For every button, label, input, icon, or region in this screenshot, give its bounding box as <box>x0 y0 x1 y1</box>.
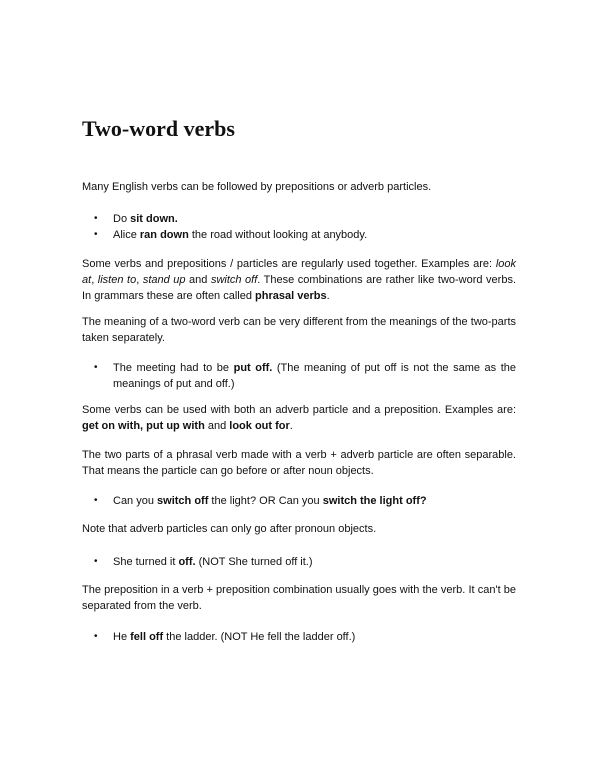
example-list-4 <box>82 554 516 570</box>
list-item: • Alice ran down the road without looking at anybody. <box>82 227 516 243</box>
page-title: Two-word verbs <box>82 116 235 141</box>
phrasal-verbs-paragraph: Some verbs and prepositions / particles are regularly used together. Examples are: look at, listen to, stand up and switch off. These combinations are rather like two-word verbs. In grammars these are often called phrasal verbs. <box>82 258 517 302</box>
example-list-1 <box>82 211 516 243</box>
particle-preposition-paragraph: Some verbs can be used with both an adverb particle and a preposition. Examples are: get on with, put up with and look out for. <box>82 404 516 432</box>
example-list-2 <box>82 360 516 392</box>
list-item: • She turned it off. (NOT She turned off it.) <box>82 554 516 570</box>
separable-paragraph: The two parts of a phrasal verb made with a verb + adverb particle are often separable. That means the particle can go before or after noun objects. <box>82 449 516 477</box>
meaning-paragraph: The meaning of a two-word verb can be very different from the meanings of the two-parts taken separately. <box>82 316 516 344</box>
list-item: • He fell off the ladder. (NOT He fell the ladder off.) <box>82 629 516 645</box>
pronoun-paragraph: Note that adverb particles can only go after pronoun objects. <box>82 523 377 535</box>
example-list-3 <box>82 493 516 509</box>
intro-paragraph: Many English verbs can be followed by prepositions or adverb particles. <box>82 181 432 193</box>
list-item: • The meeting had to be put off. (The meaning of put off is not the same as the meanings of put and off.) <box>82 360 516 392</box>
list-item: • Do sit down. <box>82 211 516 227</box>
example-list-5 <box>82 629 516 645</box>
preposition-paragraph: The preposition in a verb + preposition combination usually goes with the verb. It can't be separated from the verb. <box>82 584 516 612</box>
list-item: • Can you switch off the light? OR Can you switch the light off? <box>82 493 516 509</box>
